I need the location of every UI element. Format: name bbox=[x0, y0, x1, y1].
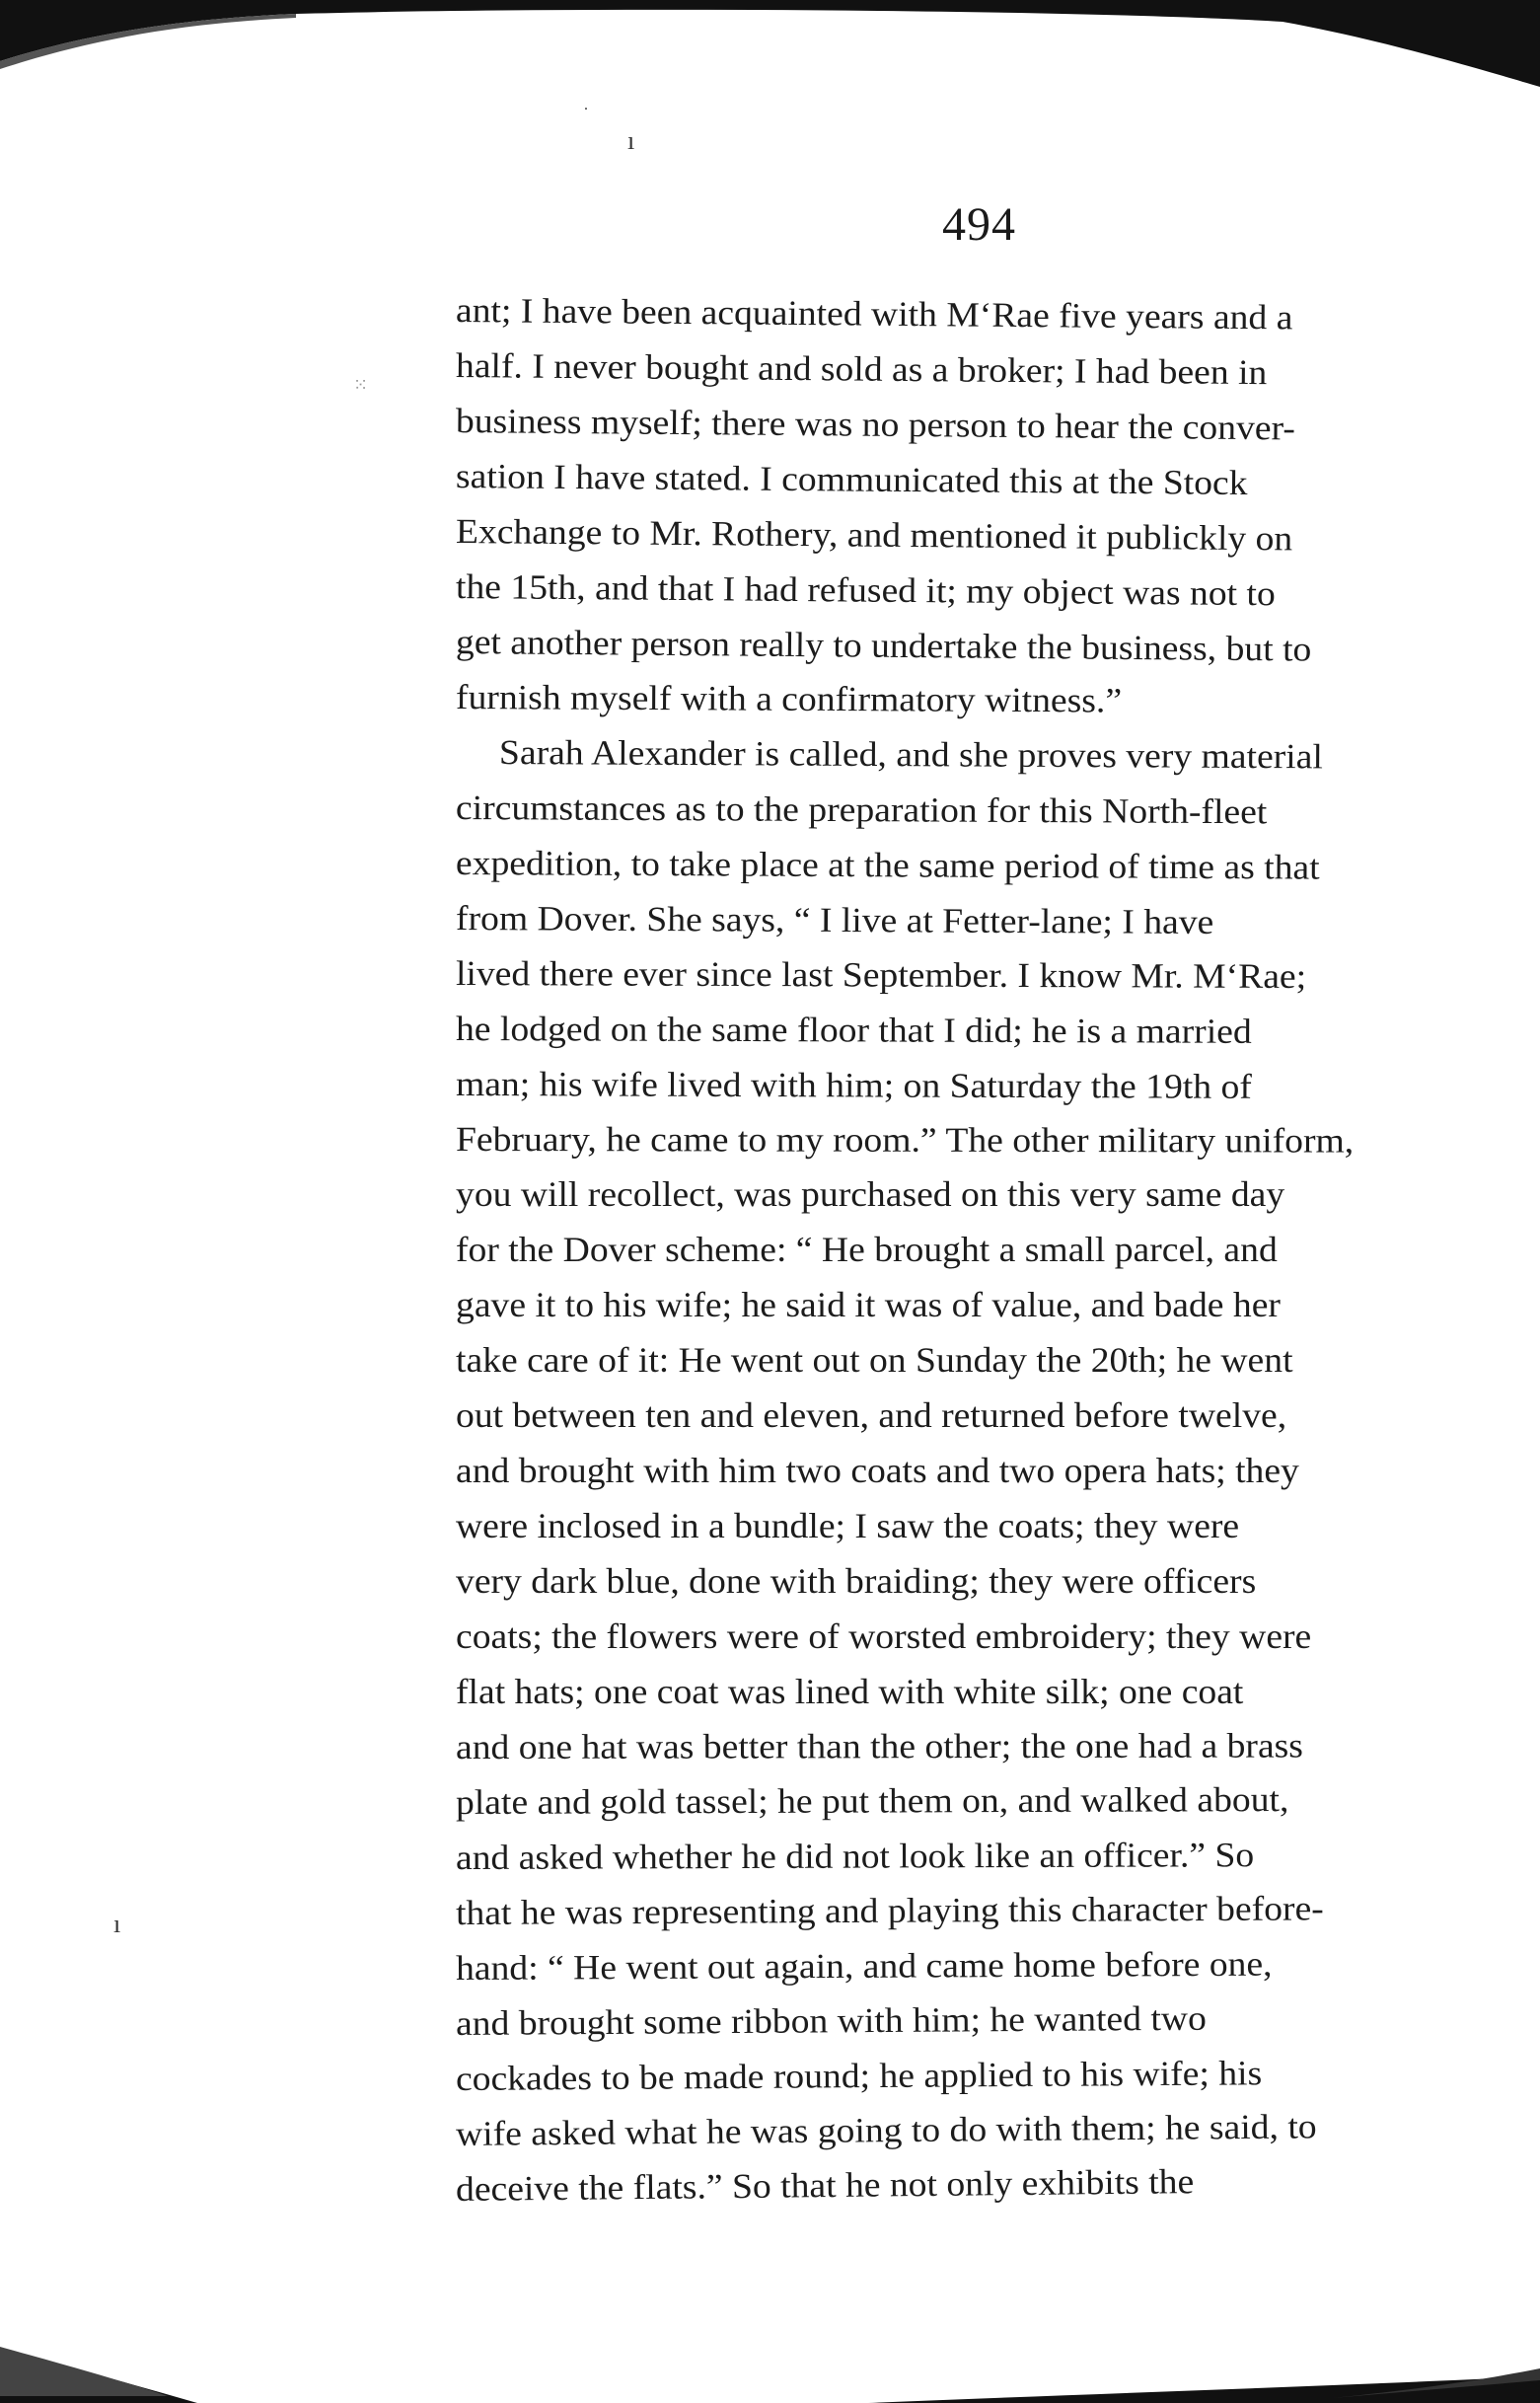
page-number: 494 bbox=[942, 198, 1016, 251]
text-line: man; his wife lived with him; on Saturday the 19th of bbox=[455, 1064, 1252, 1106]
text-line: circumstances as to the preparation for this North-fleet bbox=[455, 788, 1268, 832]
text-line: flat hats; one coat was lined with white silk; one coat bbox=[456, 1672, 1244, 1711]
text-line: February, he came to my room.” The other military uniform, bbox=[455, 1119, 1355, 1161]
text-line: get another person really to undertake the business, but to bbox=[455, 622, 1312, 669]
text-line: coats; the flowers were of worsted embroidery; they were bbox=[456, 1616, 1312, 1656]
text-line: out between ten and eleven, and returned before twelve, bbox=[456, 1395, 1287, 1435]
scan-edge-bottom bbox=[0, 2270, 1540, 2403]
text-line: lived there ever since last September. I know Mr. M‘Rae; bbox=[455, 953, 1307, 997]
text-line: Exchange to Mr. Rothery, and mentioned it publickly on bbox=[455, 511, 1293, 559]
text-line: and one hat was better than the other; the one had a brass bbox=[455, 1725, 1303, 1766]
stray-mark-left: ı bbox=[113, 1910, 121, 1938]
text-line: plate and gold tassel; he put them on, and walked about, bbox=[455, 1779, 1289, 1822]
text-line: that he was representing and playing this character before- bbox=[455, 1888, 1324, 1932]
text-line: expedition, to take place at the same period of time as that bbox=[455, 843, 1320, 887]
text-line: half. I never bought and sold as a broker; I had been in bbox=[455, 345, 1268, 393]
stray-dot: . bbox=[584, 97, 588, 113]
text-line: and brought some ribbon with him; he wanted two bbox=[455, 1997, 1207, 2043]
text-line: you will recollect, was purchased on this very same day bbox=[456, 1174, 1285, 1214]
text-line: and brought with him two coats and two opera hats; they bbox=[456, 1451, 1299, 1490]
text-line: deceive the flats.” So that he not only exhibits the bbox=[455, 2161, 1195, 2209]
text-line: were inclosed in a bundle; I saw the coats; they were bbox=[456, 1506, 1240, 1545]
text-line: take care of it: He went out on Sunday the 20th; he went bbox=[456, 1340, 1293, 1380]
text-line: very dark blue, done with braiding; they were officers bbox=[456, 1561, 1257, 1601]
text-line: sation I have stated. I communicated this at the Stock bbox=[455, 456, 1248, 503]
text-line: wife asked what he was going to do with them; he said, to bbox=[455, 2106, 1317, 2153]
text-line: business myself; there was no person to hear the conver- bbox=[455, 401, 1296, 448]
text-line: gave it to his wife; he said it was of value, and bade her bbox=[456, 1285, 1281, 1324]
text-line: and asked whether he did not look like an officer.” So bbox=[455, 1835, 1255, 1877]
stray-mark-top: ı bbox=[627, 126, 635, 155]
scan-edge-top bbox=[0, 0, 1540, 89]
text-line: for the Dover scheme: “ He brought a small parcel, and bbox=[456, 1230, 1278, 1269]
text-line: hand: “ He went out again, and came home before one, bbox=[455, 1943, 1273, 1988]
stray-specks: ⁙ bbox=[353, 375, 369, 395]
text-line: from Dover. She says, “ I live at Fetter-lane; I have bbox=[455, 898, 1214, 942]
text-line: ant; I have been acquainted with M‘Rae five years and a bbox=[455, 290, 1293, 338]
text-line: he lodged on the same floor that I did; he is a married bbox=[455, 1009, 1252, 1051]
text-line: Sarah Alexander is called, and she proves very material bbox=[498, 732, 1323, 777]
text-line: cockades to be made round; he applied to his wife; his bbox=[455, 2053, 1263, 2098]
text-line: furnish myself with a confirmatory witness.” bbox=[455, 677, 1123, 720]
text-line: the 15th, and that I had refused it; my object was not to bbox=[455, 566, 1276, 614]
